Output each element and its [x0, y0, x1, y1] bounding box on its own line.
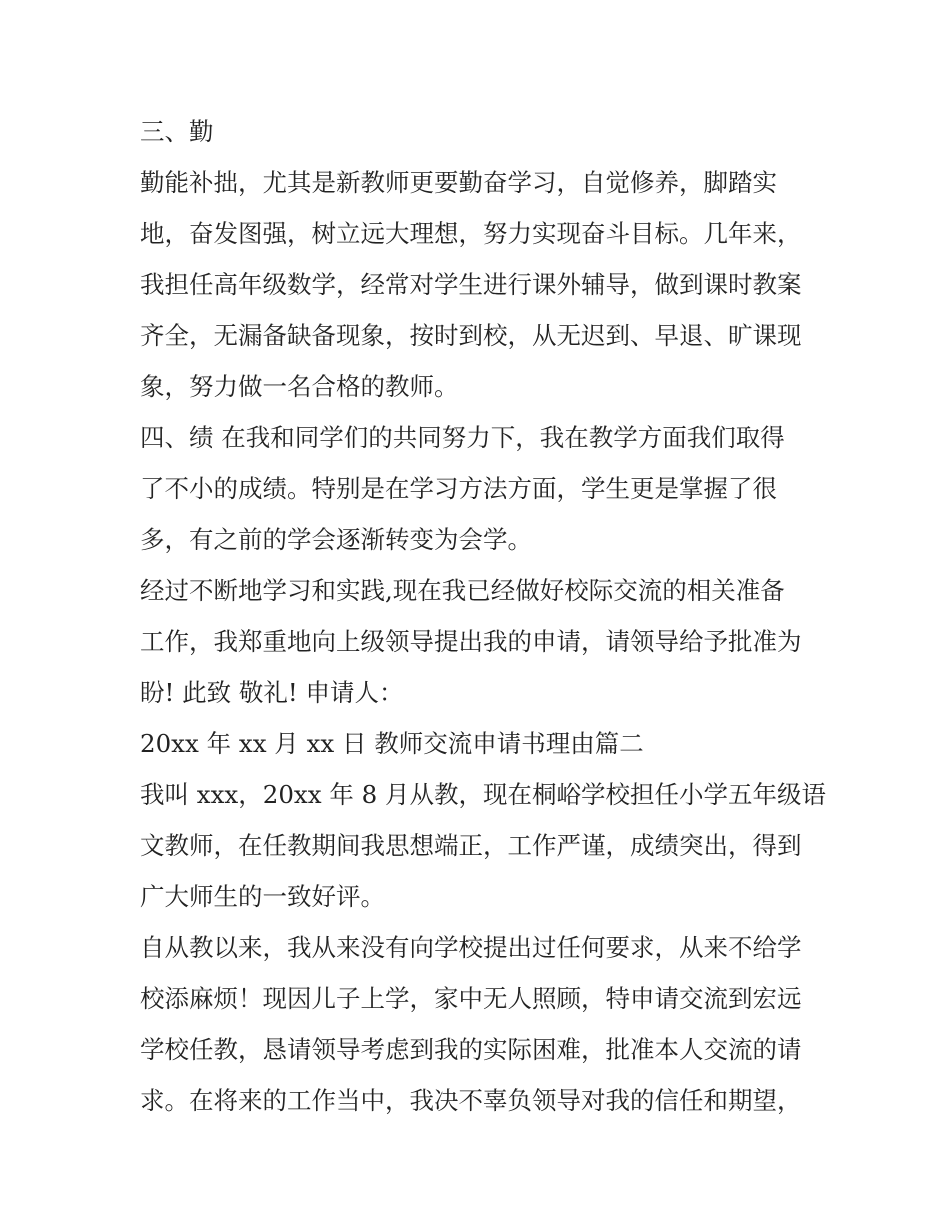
text-line: 求。在将来的工作当中，我决不辜负领导对我的信任和期望， [140, 1086, 802, 1115]
text-line: 齐全，无漏备缺备现象，按时到校，从无迟到、早退、旷课现 [140, 321, 802, 350]
text-line: 勤能补拙，尤其是新教师更要勤奋学习，自觉修养，脚踏实 [140, 168, 777, 197]
text-line: 了不小的成绩。特别是在学习方法方面，学生更是掌握了很 [140, 474, 777, 503]
text-line: 广大师生的一致好评。 [140, 882, 385, 911]
text-line: 经过不断地学习和实践,现在我已经做好校际交流的相关准备 [140, 576, 785, 605]
text-line: 多，有之前的学会逐渐转变为会学。 [140, 525, 532, 554]
text-line: 文教师，在任教期间我思想端正，工作严谨，成绩突出，得到 [140, 831, 802, 860]
date-and-title-line: 20xx 年 xx 月 xx 日 教师交流申请书理由篇二 [140, 729, 644, 758]
text-line: 地，奋发图强，树立远大理想，努力实现奋斗目标。几年来， [140, 219, 802, 248]
section-heading-ji: 四、绩 在我和同学们的共同努力下，我在教学方面我们取得 [140, 423, 785, 452]
text-line: 工作，我郑重地向上级领导提出我的申请，请领导给予批准为 [140, 627, 802, 656]
text-line: 学校任教，恳请领导考虑到我的实际困难，批准本人交流的请 [140, 1035, 802, 1064]
text-line: 校添麻烦！现因儿子上学，家中无人照顾，特申请交流到宏远 [140, 984, 802, 1013]
closing-line: 盼! 此致 敬礼! 申请人： [140, 678, 404, 707]
document-body [140, 106, 830, 1126]
text-line: 我担任高年级数学，经常对学生进行课外辅导，做到课时教案 [140, 270, 802, 299]
text-line: 我叫 xxx，20xx 年 8 月从教，现在桐峪学校担任小学五年级语 [140, 780, 826, 809]
text-line: 象，努力做一名合格的教师。 [140, 372, 459, 401]
text-line: 自从教以来，我从来没有向学校提出过任何要求，从来不给学 [140, 933, 802, 962]
section-heading-qin: 三、勤 [140, 117, 214, 146]
